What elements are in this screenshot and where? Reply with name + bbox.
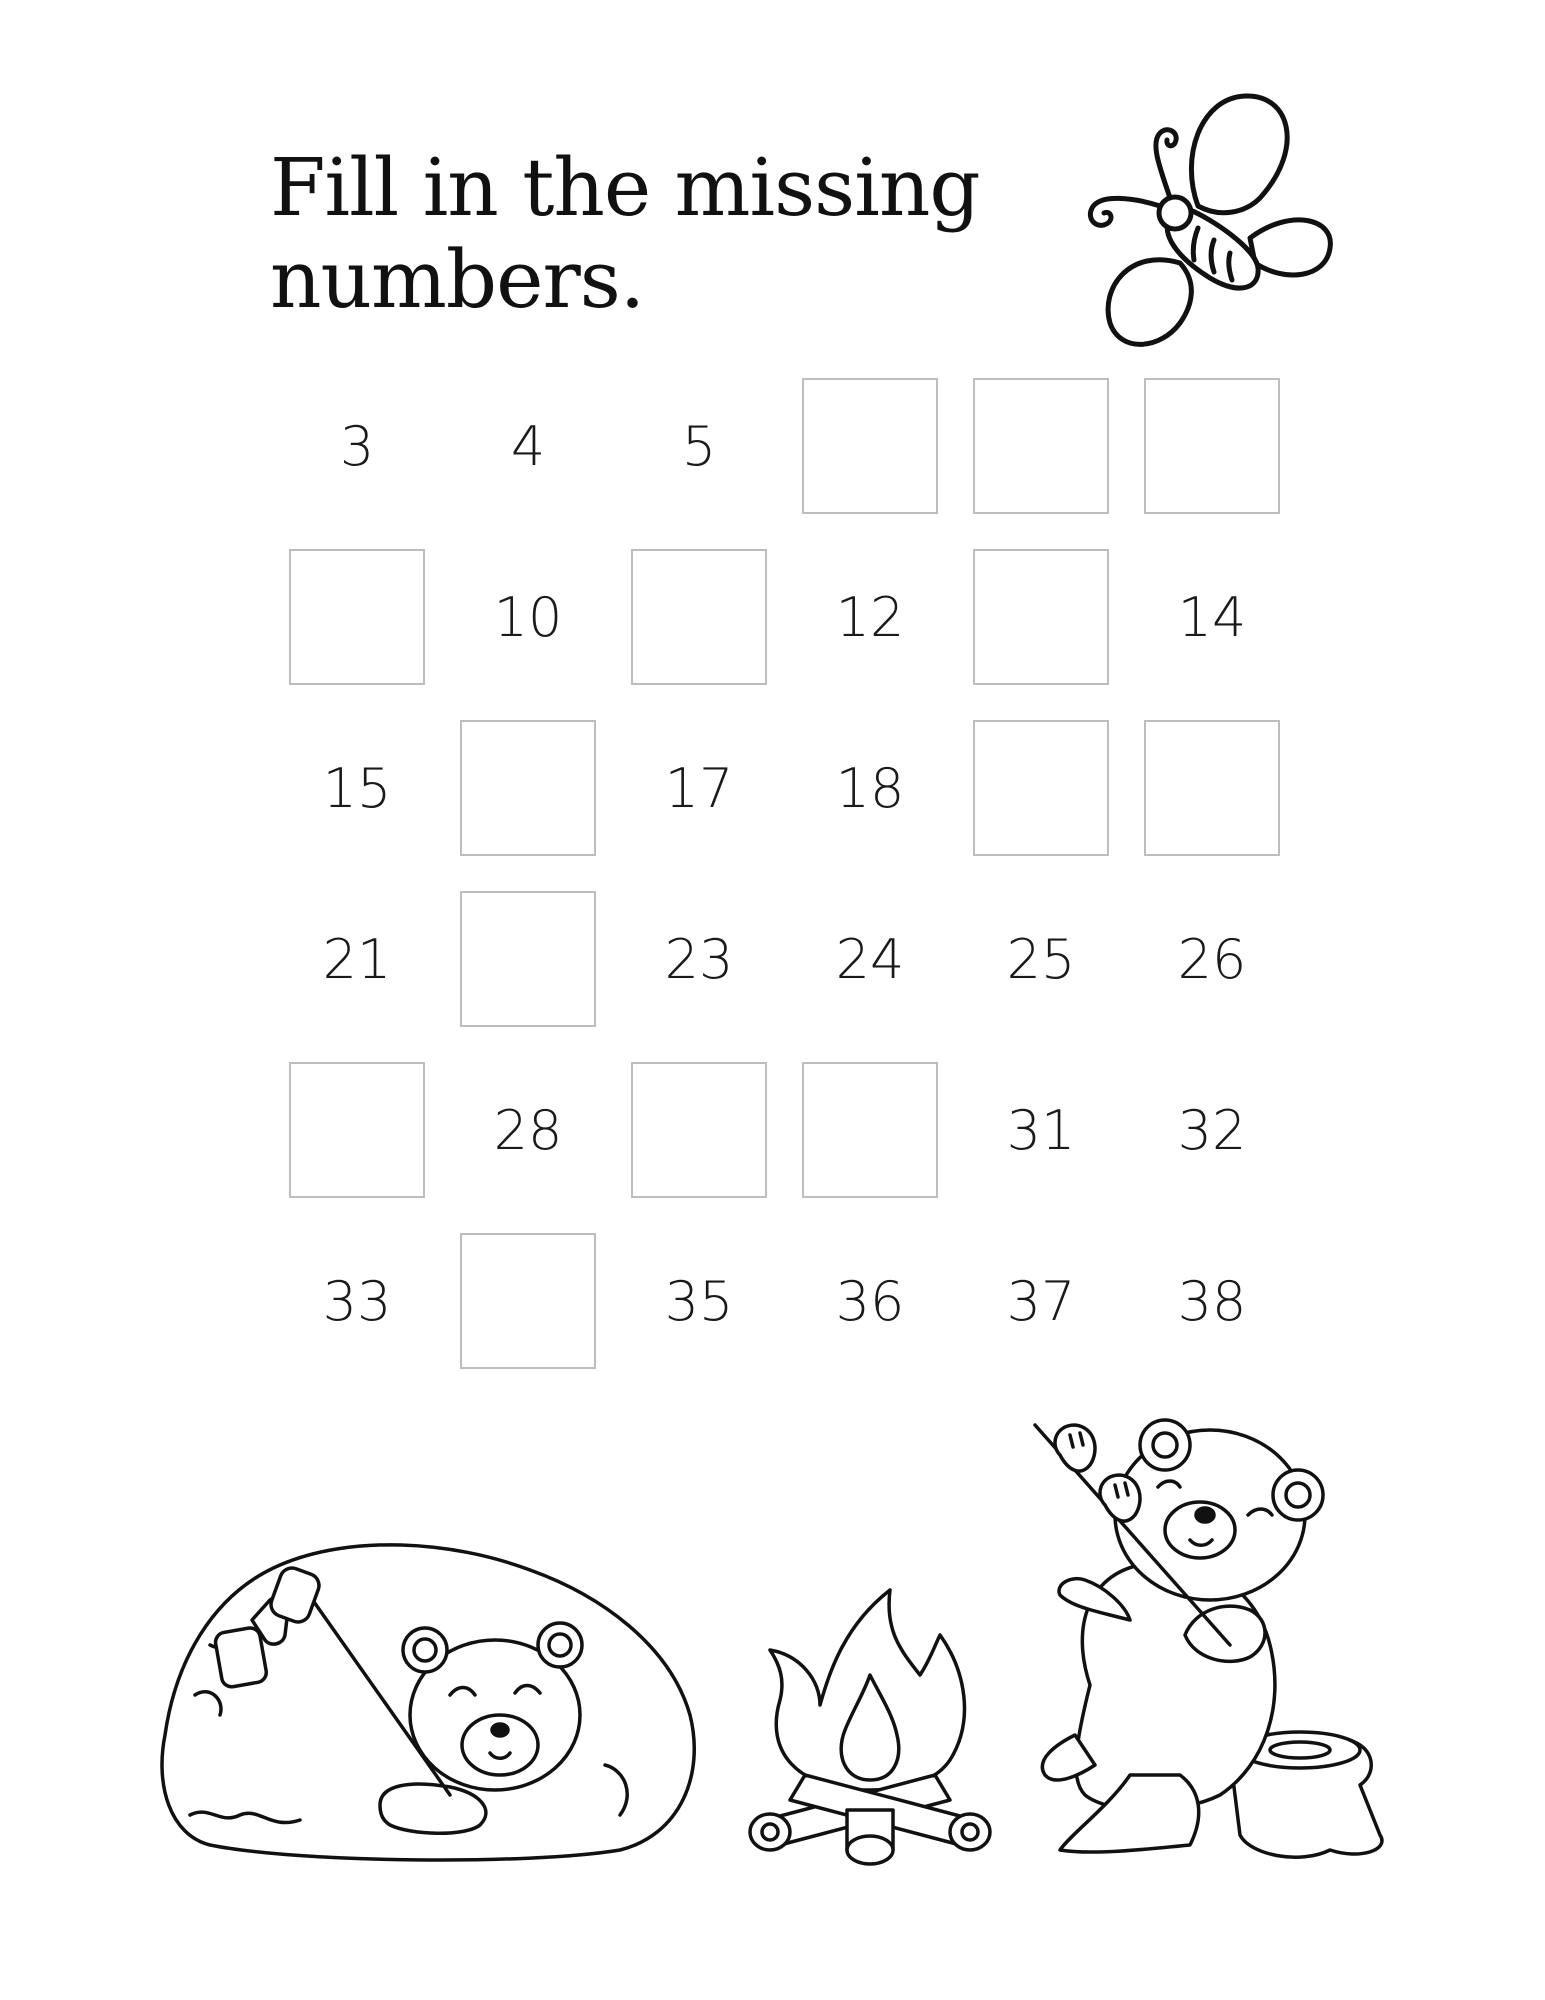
given-number: 38: [1177, 1269, 1247, 1333]
given-number: 26: [1177, 927, 1247, 991]
answer-box[interactable]: [802, 378, 938, 514]
given-number: 36: [835, 1269, 905, 1333]
given-number: 4: [510, 414, 546, 478]
butterfly-icon: [1080, 88, 1340, 358]
answer-box[interactable]: [289, 549, 425, 685]
campfire-icon: [735, 1580, 1005, 1870]
given-number: 23: [664, 927, 734, 991]
given-number: 35: [664, 1269, 734, 1333]
given-number: 17: [664, 756, 734, 820]
answer-box[interactable]: [973, 549, 1109, 685]
given-number: 24: [835, 927, 905, 991]
given-number: 10: [493, 585, 563, 649]
given-number: 18: [835, 756, 905, 820]
roasting-bear-icon: [1030, 1395, 1410, 1875]
answer-box[interactable]: [802, 1062, 938, 1198]
given-number: 3: [339, 414, 375, 478]
answer-box[interactable]: [631, 549, 767, 685]
given-number: 14: [1177, 585, 1247, 649]
answer-box[interactable]: [1144, 378, 1280, 514]
answer-box[interactable]: [460, 891, 596, 1027]
answer-box[interactable]: [631, 1062, 767, 1198]
given-number: 15: [322, 756, 392, 820]
answer-box[interactable]: [289, 1062, 425, 1198]
given-number: 32: [1177, 1098, 1247, 1162]
answer-box[interactable]: [460, 1233, 596, 1369]
sleeping-bear-icon: [150, 1515, 700, 1870]
given-number: 21: [322, 927, 392, 991]
answer-box[interactable]: [1144, 720, 1280, 856]
given-number: 12: [835, 585, 905, 649]
answer-box[interactable]: [460, 720, 596, 856]
answer-box[interactable]: [973, 378, 1109, 514]
worksheet-title: Fill in the missing numbers.: [270, 141, 980, 326]
given-number: 5: [681, 414, 717, 478]
given-number: 28: [493, 1098, 563, 1162]
answer-box[interactable]: [973, 720, 1109, 856]
number-grid: [289, 378, 1280, 1369]
given-number: 37: [1006, 1269, 1076, 1333]
given-number: 25: [1006, 927, 1076, 991]
given-number: 31: [1006, 1098, 1076, 1162]
given-number: 33: [322, 1269, 392, 1333]
